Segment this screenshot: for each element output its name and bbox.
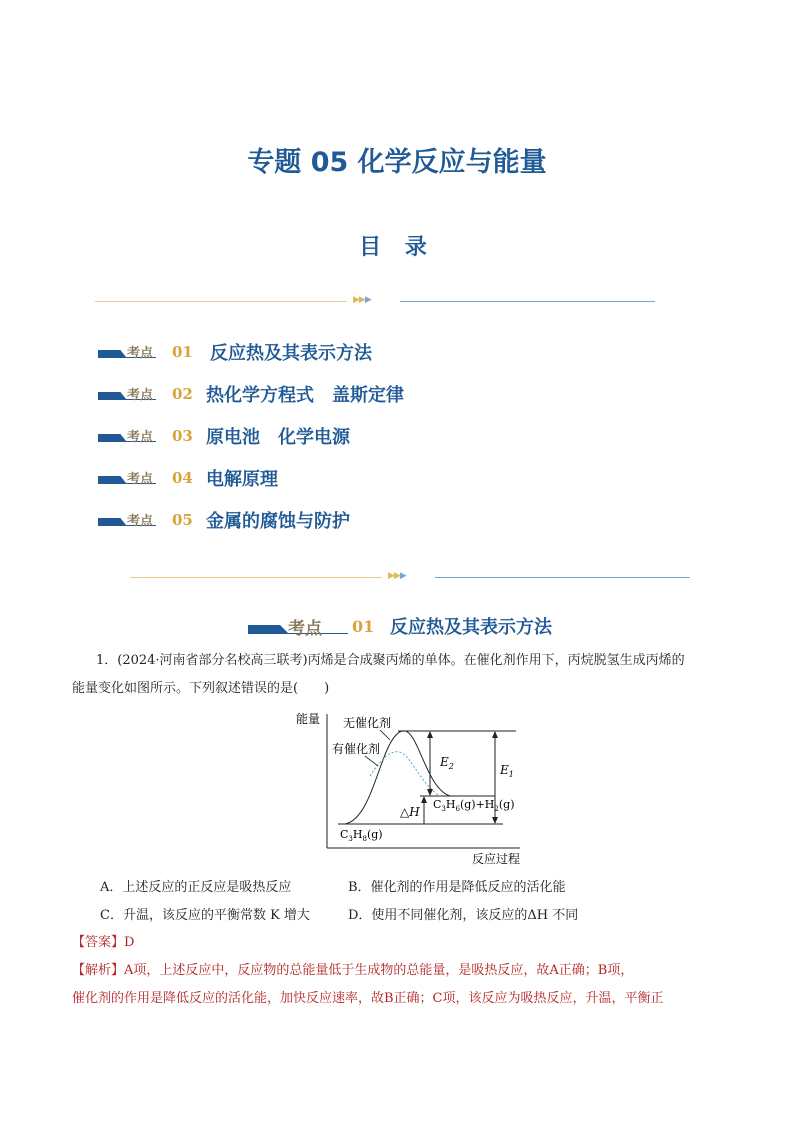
- catalyst-label: 有催化剂: [332, 742, 381, 756]
- toc-item-04[interactable]: [98, 465, 278, 491]
- analysis-line-1: [72, 959, 732, 978]
- toc-title: 目 录: [359, 235, 435, 260]
- catalyst-pointer: [365, 756, 378, 766]
- question-stem: [96, 647, 736, 675]
- e2-label: $E_2$: [440, 755, 454, 771]
- analysis-label: 【解析】: [72, 963, 125, 978]
- no-catalyst-label: 无催化剂: [343, 716, 392, 730]
- question-line-1: 1．(2024·河南省部分名校高三联考)丙烯是合成聚丙烯的单体。在催化剂作用下，丙烷脱氢生成丙烯的: [96, 653, 685, 668]
- toc-number: 04: [172, 469, 193, 487]
- option-a[interactable]: A．上述反应的正反应是吸热反应: [100, 880, 292, 895]
- section-heading: [248, 614, 552, 638]
- energy-diagram: [290, 708, 530, 868]
- answer-line: [72, 931, 134, 950]
- toc-item-05[interactable]: [98, 507, 350, 533]
- answer-value: D: [124, 935, 135, 950]
- section-title: 反应热及其表示方法: [390, 617, 552, 638]
- question-line-2: 能量变化如图所示。下列叙述错误的是( ): [72, 681, 330, 696]
- toc-label: 反应热及其表示方法: [210, 343, 372, 364]
- option-d[interactable]: D．使用不同催化剂，该反应的ΔH 不同: [348, 908, 579, 923]
- product-label: $C_3H_6(g)+H_2(g)$: [433, 798, 515, 813]
- toc-number: 02: [172, 385, 193, 403]
- section-tag: 考点: [248, 616, 348, 636]
- toc-label: 金属的腐蚀与防护: [206, 511, 350, 532]
- toc-number: 01: [172, 343, 193, 361]
- toc-item-02[interactable]: [98, 381, 404, 407]
- dh-label: △H: [400, 805, 420, 819]
- analysis-text-1: A项，上述反应中，反应物的总能量低于生成物的总能量，是吸热反应，故A正确；B项，: [124, 963, 634, 978]
- toc-item-01[interactable]: [98, 339, 372, 365]
- toc-label: 原电池 化学电源: [206, 427, 350, 448]
- toc-number: 05: [172, 511, 193, 529]
- option-c[interactable]: C．升温，该反应的平衡常数 K 增大: [100, 908, 310, 923]
- y-axis-label: 能量: [296, 712, 321, 726]
- analysis-line-2: 催化剂的作用是降低反应的活化能，加快反应速率，故B正确；C项，该反应为吸热反应，升温，平衡正: [72, 991, 664, 1006]
- toc-item-03[interactable]: [98, 423, 350, 449]
- toc-label: 电解原理: [206, 469, 278, 490]
- divider-top: ▶▶▶: [95, 296, 655, 308]
- e1-label: $E_1$: [500, 763, 514, 779]
- option-b[interactable]: B．催化剂的作用是降低反应的活化能: [348, 880, 566, 895]
- toc-tag: 考点: [98, 342, 158, 362]
- toc-tag: 考点: [98, 426, 158, 446]
- section-number: 01: [352, 616, 375, 636]
- toc-tag: 考点: [98, 384, 158, 404]
- no-catalyst-pointer: [380, 730, 390, 740]
- toc-tag: 考点: [98, 510, 158, 530]
- question-stem-2: [72, 675, 732, 703]
- toc-label: 热化学方程式 盖斯定律: [206, 385, 404, 406]
- toc-number: 03: [172, 427, 193, 445]
- answer-label: 【答案】: [72, 935, 125, 950]
- toc-tag: 考点: [98, 468, 158, 488]
- x-axis-label: 反应过程: [472, 852, 521, 866]
- page-title: 专题 05 化学反应与能量: [247, 147, 547, 178]
- divider-bottom: ▶▶▶: [130, 572, 690, 584]
- reactant-label: $C_3H_8(g)$: [340, 828, 383, 843]
